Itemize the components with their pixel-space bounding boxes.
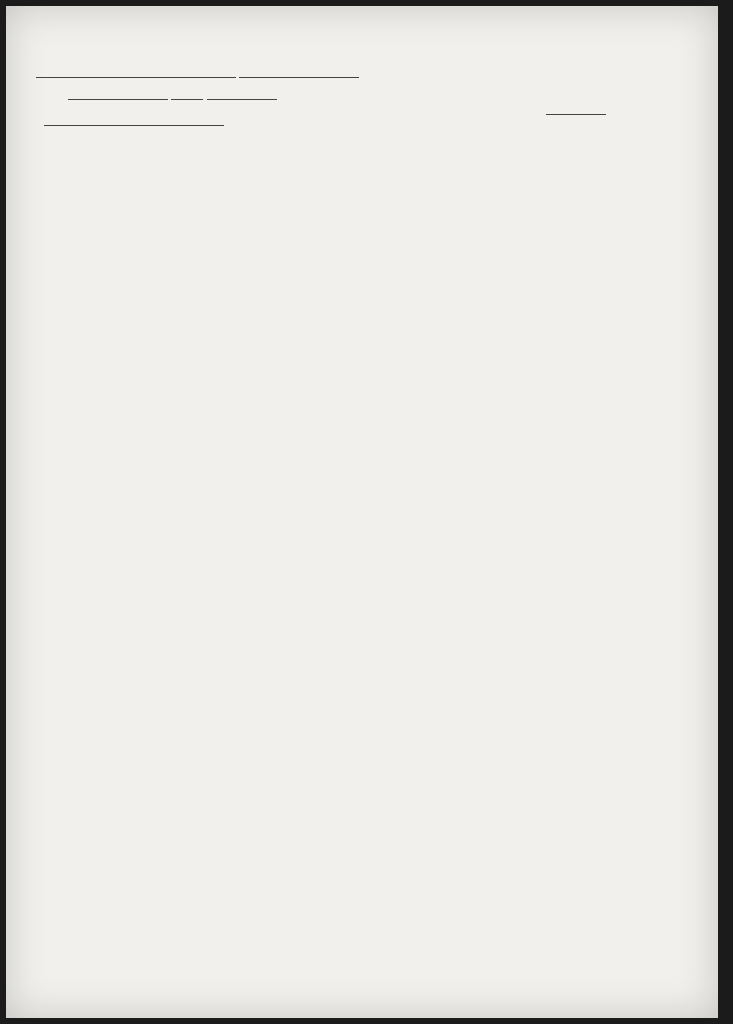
enumeration-line: [68, 88, 277, 104]
col16-header: [592, 154, 600, 204]
col1-header: [42, 140, 52, 210]
col6-header: [228, 148, 240, 212]
asst-marshal-line: [546, 104, 606, 118]
col19-header: [660, 140, 670, 204]
day-blank[interactable]: [171, 89, 203, 100]
col20-header: [680, 140, 694, 204]
col9-header: [392, 148, 402, 212]
census-sheet: [6, 6, 718, 1018]
month-blank[interactable]: [207, 89, 277, 100]
col13-header: [542, 136, 550, 206]
marshal-blank[interactable]: [546, 104, 606, 115]
schedule-line: [36, 66, 706, 82]
post-office-line: [44, 114, 224, 130]
col8-header: [356, 148, 366, 212]
col17-header: [602, 154, 610, 204]
col14-header: [562, 136, 570, 206]
col2-header: [60, 140, 70, 210]
post-office-blank[interactable]: [44, 115, 224, 126]
col12-header: [526, 142, 534, 206]
summary-area: [66, 958, 706, 1006]
county-blank[interactable]: [239, 67, 359, 78]
col4-header: [194, 148, 204, 212]
col5-header: [210, 148, 220, 212]
col15-header: [581, 136, 589, 206]
state-blank[interactable]: [68, 89, 168, 100]
inhabitants-blank[interactable]: [36, 67, 236, 78]
col11-header: [510, 142, 518, 206]
